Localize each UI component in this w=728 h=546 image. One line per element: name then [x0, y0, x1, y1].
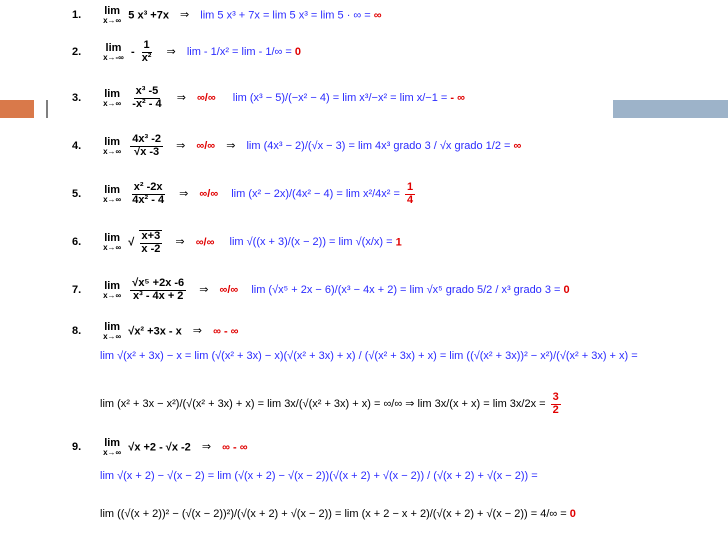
limit-operator: lim x→-∞ [103, 41, 124, 62]
limit-operator: lim x→∞ [103, 183, 122, 204]
problem-fraction: $\frac{\text{√x⁵ +2x -6}}{\text{x³ - 4x + 2}}$ [132, 277, 185, 302]
radical-sign: √ [128, 236, 135, 249]
problem-fraction: $\frac{\text{x³ -5}}{\text{-x² - 4}}$ [132, 85, 162, 110]
limit-operator: lim x→∞ [103, 321, 122, 341]
exercise-6 [72, 230, 402, 255]
implies-arrow: ⇒ [192, 325, 202, 338]
problem-fraction: $\frac{x+3}{x -2}$ [141, 230, 161, 255]
limit-operator: lim x→∞ [103, 279, 122, 300]
solution-step: lim (x³ − 5)/(−x² − 4) = lim x³/−x² = lim x/−1 = [232, 91, 448, 104]
implies-arrow: ⇒ [175, 236, 185, 249]
solution-step: lim √(x + 2) − √(x − 2) = lim (√(x + 2) − √(x − 2))(√(x + 2) + √(x − 2)) / (√(x + 2) + √(x − 2)) = [100, 470, 538, 482]
exercise-8 [72, 322, 239, 341]
exercise-list [72, 0, 638, 546]
implies-arrow: ⇒ [176, 139, 186, 152]
left-accent-tick [46, 100, 48, 118]
result: ∞ [513, 139, 522, 152]
solution-step: lim 5 x³ + 7x = lim 5 x³ = lim 5 · ∞ = [200, 9, 371, 22]
problem-fraction: $\frac{\text{4x³ -2}}{√x -3}$ [132, 133, 162, 158]
result: 0 [563, 283, 570, 296]
implies-arrow: ⇒ [201, 441, 212, 454]
limit-operator: lim x→∞ [103, 437, 122, 457]
solution-step: lim ((√(x + 2))² − (√(x − 2))²)/(√(x + 2) + √(x − 2)) = lim (x + 2 − x + 2)/(√(x + 2) + √(x − 2)) = 4/∞ = [100, 508, 567, 520]
result: $\frac{1}{4}$ [407, 181, 414, 206]
problem-expression: √x² +3x - x [128, 325, 182, 338]
implies-arrow: ⇒ [176, 91, 186, 104]
exercise-number: 3. [72, 91, 82, 104]
solution-step: lim √(x² + 3x) − x = lim (√(x² + 3x) − x)(√(x² + 3x) + x) / (√(x² + 3x) + x) = lim ((√(x² + 3x))² − x²)/(√(x² + 3x) + x) = [100, 350, 638, 362]
solution-step: lim (√x⁵ + 2x − 6)/(x³ − 4x + 2) = lim √x⁵ grado 5/2 / x³ grado 3 = [251, 283, 561, 296]
solution-step: lim (x² − 2x)/(4x² − 4) = lim x²/4x² = [231, 187, 400, 200]
limit-operator: lim x→∞ [103, 5, 122, 25]
result: ∞ [373, 9, 382, 22]
exercise-number: 9. [72, 441, 82, 454]
exercise-8-step-1 [100, 350, 638, 362]
exercise-number: 2. [72, 45, 82, 58]
solution-step: lim (x² + 3x − x²)/(√(x² + 3x) + x) = lim 3x/(√(x² + 3x) + x) = ∞/∞ ⇒ lim 3x/(x + x) = lim 3x/2x = [100, 397, 546, 410]
solution-step: lim - 1/x² = lim - 1/∞ = [186, 45, 292, 58]
result: - ∞ [450, 91, 465, 104]
exercise-number: 1. [72, 9, 82, 22]
exercise-number: 8. [72, 325, 82, 338]
exercise-3 [72, 86, 465, 110]
implies-arrow: ⇒ [226, 139, 236, 152]
problem-expression: √x +2 - √x -2 [128, 441, 191, 454]
result: $\frac{3}{2}$ [552, 391, 559, 416]
result: 0 [569, 508, 576, 520]
exercise-4 [72, 134, 521, 158]
indeterminate-form: ∞ - ∞ [213, 325, 239, 338]
exercise-8-step-2 [100, 392, 563, 416]
implies-arrow: ⇒ [180, 9, 190, 22]
exercise-7 [72, 278, 570, 302]
limit-operator: lim x→∞ [103, 135, 122, 156]
exercise-number: 6. [72, 236, 82, 249]
indeterminate-form: ∞/∞ [199, 187, 219, 200]
exercise-number: 4. [72, 139, 82, 152]
exercise-9-step-2 [100, 508, 576, 520]
problem-fraction: $\frac{\text{x² -2x}}{\text{4x² - 4}}$ [132, 181, 165, 206]
solution-step: lim (4x³ − 2)/(√x − 3) = lim 4x³ grado 3 / √x grado 1/2 = [246, 139, 511, 152]
indeterminate-form: ∞ - ∞ [222, 441, 248, 454]
exercise-1 [72, 6, 382, 25]
indeterminate-form: ∞/∞ [196, 139, 216, 152]
result: 0 [294, 45, 302, 58]
implies-arrow: ⇒ [199, 283, 209, 296]
exercise-9 [72, 438, 248, 457]
limit-operator: lim x→∞ [103, 87, 122, 108]
limit-operator: lim x→∞ [103, 232, 122, 253]
indeterminate-form: ∞/∞ [196, 91, 216, 104]
exercise-5 [72, 182, 417, 206]
indeterminate-form: ∞/∞ [219, 283, 239, 296]
implies-arrow: ⇒ [179, 187, 189, 200]
result: 1 [395, 236, 402, 249]
problem-expression: 5 x³ +7x [128, 9, 169, 22]
exercise-9-step-1 [100, 470, 538, 482]
problem-fraction: $\frac{1}{\text{x²}}$ [141, 39, 152, 64]
minus-sign: - [130, 45, 135, 58]
solution-step: lim √((x + 3)/(x − 2)) = lim √(x/x) = [229, 236, 393, 249]
exercise-number: 5. [72, 187, 82, 200]
exercise-2 [72, 40, 301, 64]
indeterminate-form: ∞/∞ [195, 236, 215, 249]
exercise-number: 7. [72, 283, 82, 296]
implies-arrow: ⇒ [166, 45, 176, 58]
left-accent-bar [0, 100, 34, 118]
